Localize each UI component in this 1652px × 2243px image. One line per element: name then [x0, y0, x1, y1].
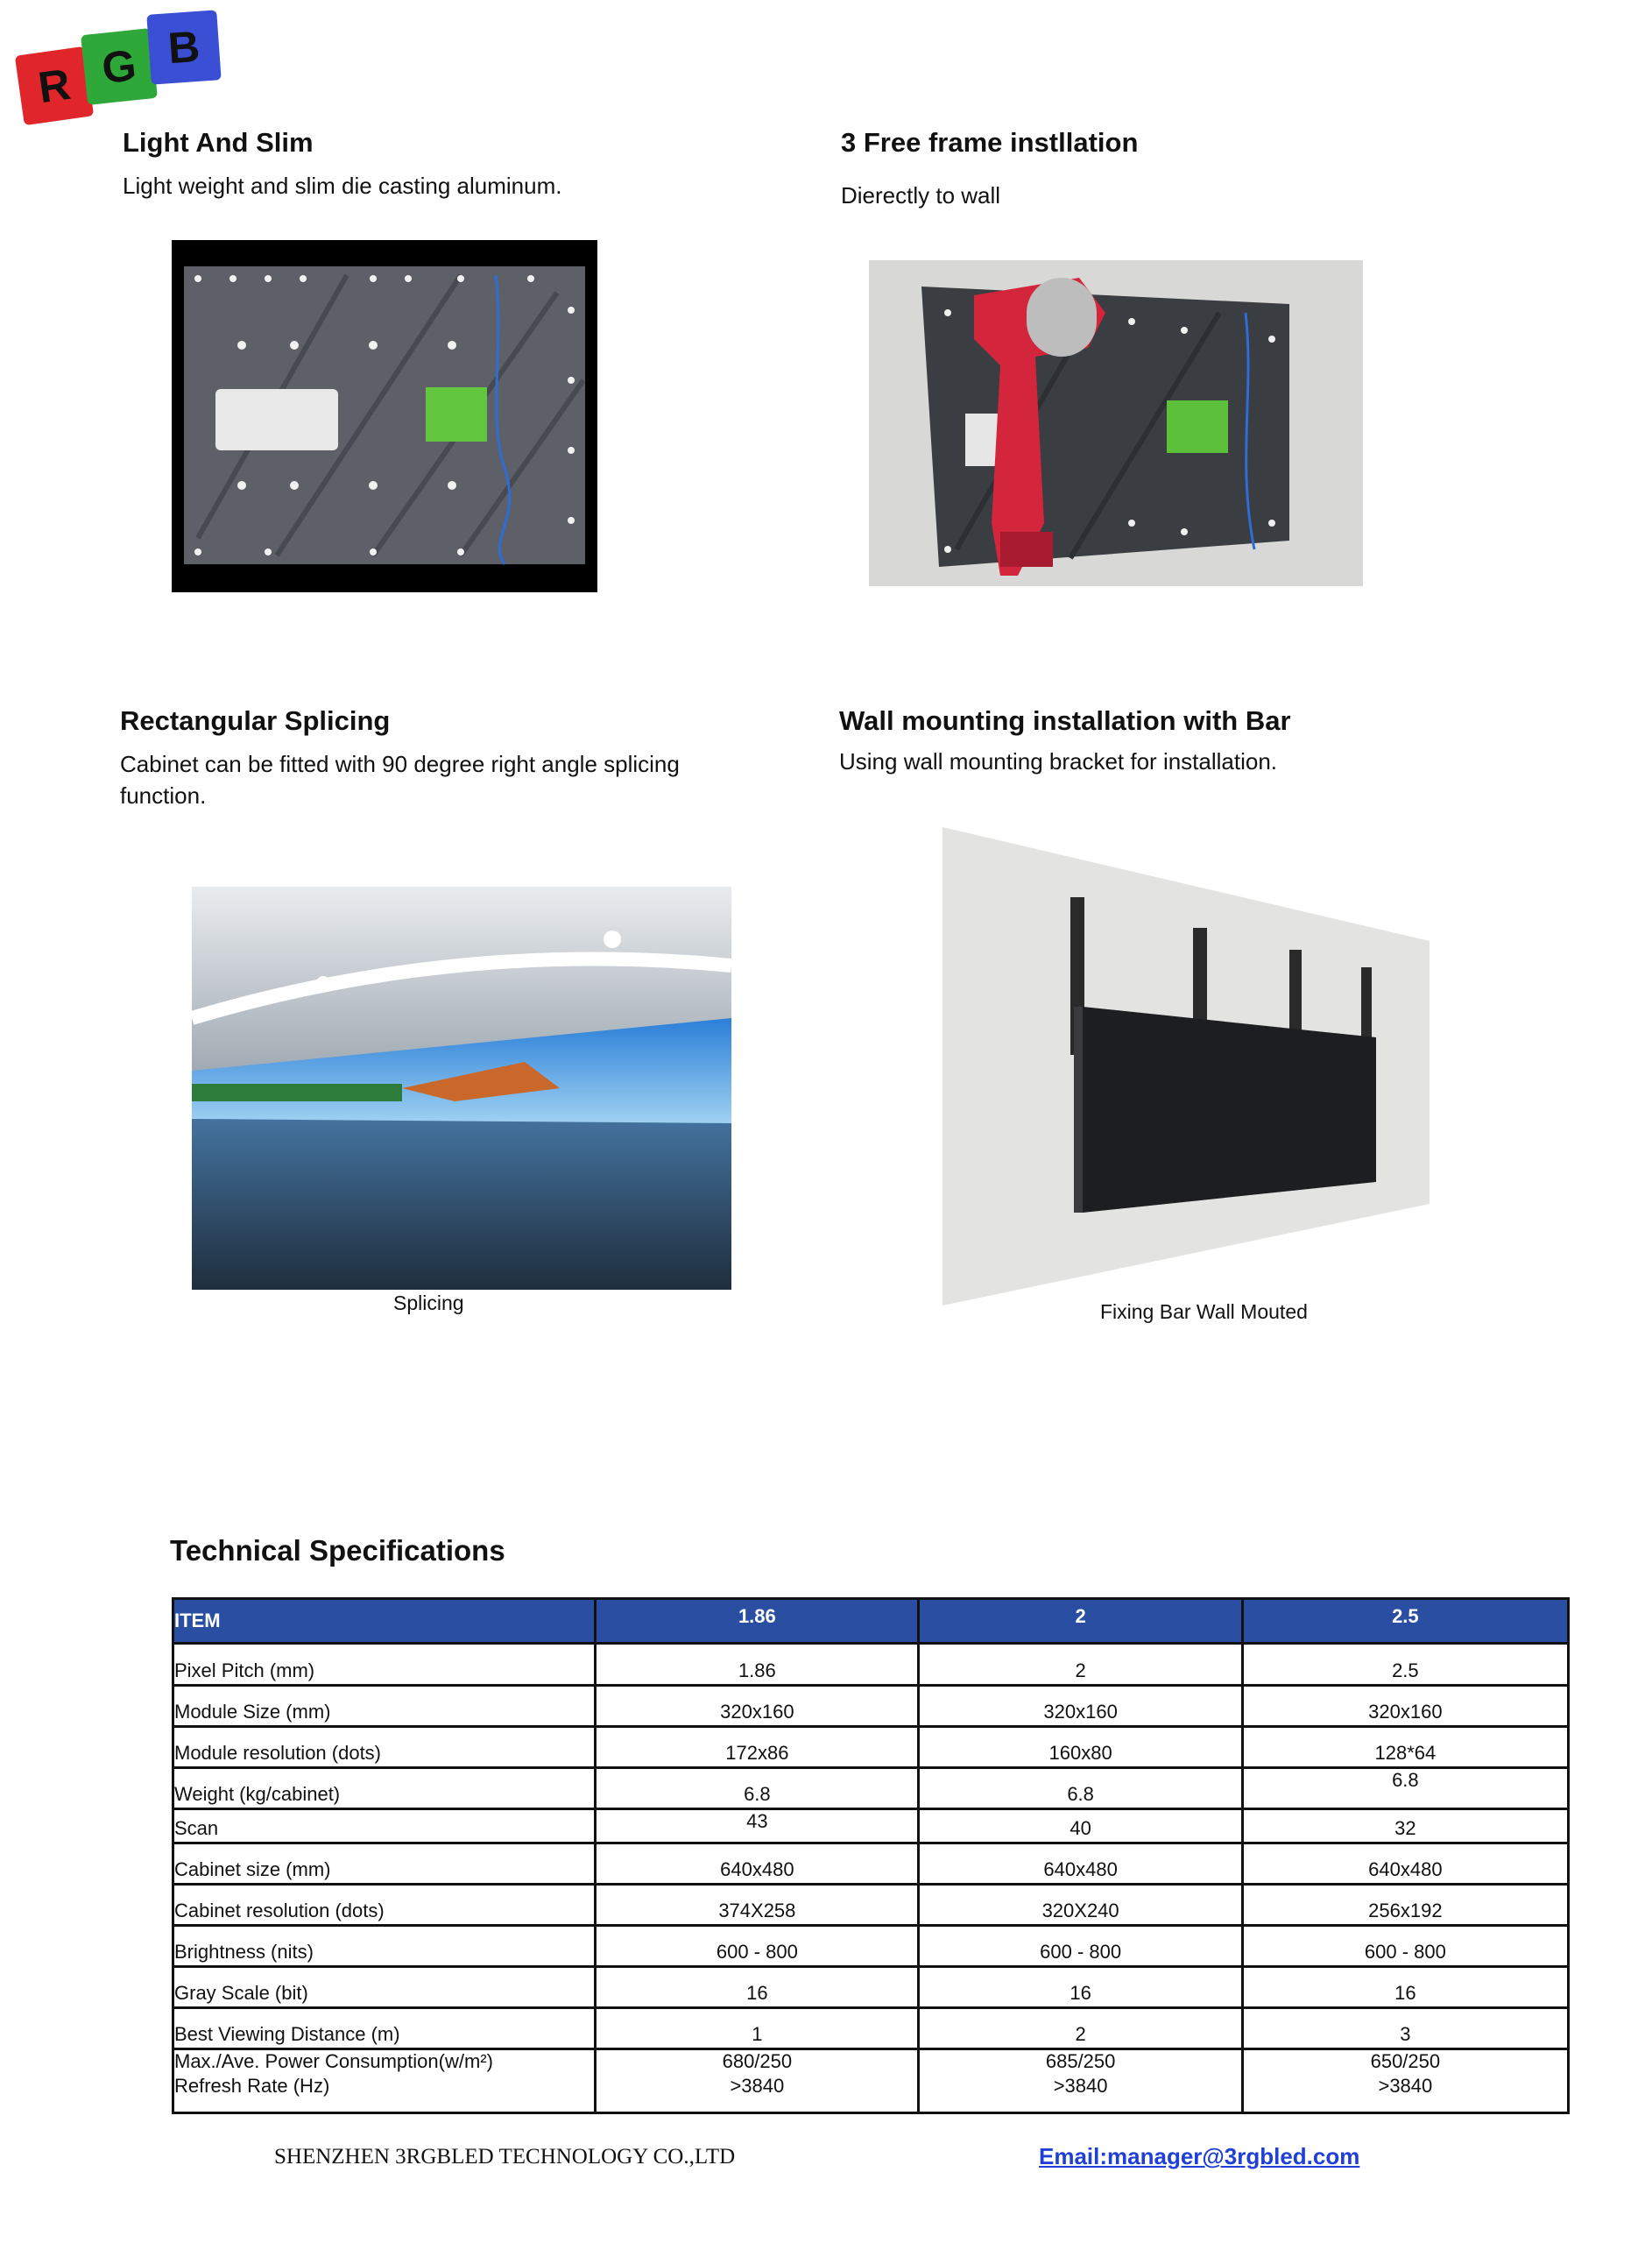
- caption-wall-mount: Fixing Bar Wall Mouted: [1100, 1300, 1308, 1323]
- spec-row: [173, 1644, 1569, 1686]
- spec-row: [173, 1686, 1569, 1727]
- spec-cell: Refresh Rate (Hz): [173, 2075, 596, 2113]
- spec-cell: 320x160: [1242, 1686, 1568, 1727]
- spec-cell: 320x160: [596, 1686, 919, 1727]
- spec-cell: 40: [919, 1809, 1242, 1843]
- spec-cell: 1: [596, 2008, 919, 2049]
- spec-cell: 6.8: [1242, 1768, 1568, 1809]
- spec-header-row: [173, 1599, 1569, 1644]
- spec-cell: 650/250: [1242, 2049, 1568, 2076]
- cabinet-back-image: [172, 240, 597, 592]
- feature-title-free-frame: 3 Free frame instllation: [841, 127, 1139, 158]
- feature-desc-rect-splicing: Cabinet can be fitted with 90 degree right angle splicing function.: [120, 751, 680, 809]
- specs-title: Technical Specifications: [170, 1534, 505, 1567]
- feature-title-wall-mounting: Wall mounting installation with Bar: [839, 705, 1291, 736]
- spec-cell: 600 - 800: [1242, 1926, 1568, 1967]
- spec-cell: Brightness (nits): [173, 1926, 596, 1967]
- spec-cell: 128*64: [1242, 1727, 1568, 1768]
- spec-cell: 32: [1242, 1809, 1568, 1843]
- feature-title-rect-splicing: Rectangular Splicing: [120, 705, 391, 736]
- feature-desc-light-slim: Light weight and slim die casting aluminum.: [123, 173, 562, 199]
- spec-cell: 256x192: [1242, 1885, 1568, 1926]
- spec-cell: >3840: [919, 2075, 1242, 2113]
- spec-cell: 680/250: [596, 2049, 919, 2076]
- spec-cell: 1.86: [596, 1644, 919, 1686]
- spec-row: [173, 1885, 1569, 1926]
- spec-cell: 2: [919, 2008, 1242, 2049]
- spec-cell: 320X240: [919, 1885, 1242, 1926]
- caption-splicing: Splicing: [393, 1291, 464, 1314]
- spec-row: [173, 2008, 1569, 2049]
- spec-row: [173, 1926, 1569, 1967]
- spec-cell: Scan: [173, 1809, 596, 1843]
- spec-cell: 172x86: [596, 1727, 919, 1768]
- spec-cell: 374X258: [596, 1885, 919, 1926]
- spec-cell: 2: [919, 1644, 1242, 1686]
- spec-cell: >3840: [1242, 2075, 1568, 2113]
- spec-cell: 600 - 800: [919, 1926, 1242, 1967]
- spec-cell: 685/250: [919, 2049, 1242, 2076]
- spec-row: [173, 1843, 1569, 1885]
- logo-cube-g: G: [81, 28, 158, 105]
- spec-cell: 600 - 800: [596, 1926, 919, 1967]
- spec-row: [173, 2049, 1569, 2076]
- spec-header-cell: ITEM: [173, 1599, 596, 1644]
- spec-cell: 2.5: [1242, 1644, 1568, 1686]
- spec-header-cell: 2: [919, 1599, 1242, 1644]
- spec-cell: Max./Ave. Power Consumption(w/m²): [173, 2049, 596, 2076]
- drill-install-image: [869, 260, 1363, 586]
- spec-cell: 16: [596, 1967, 919, 2008]
- feature-title-light-slim: Light And Slim: [123, 127, 314, 158]
- wall-mount-image: [942, 827, 1430, 1305]
- spec-header-cell: 2.5: [1242, 1599, 1568, 1644]
- spec-cell: 16: [1242, 1967, 1568, 2008]
- spec-cell: 6.8: [919, 1768, 1242, 1809]
- spec-cell: 160x80: [919, 1727, 1242, 1768]
- spec-cell: Gray Scale (bit): [173, 1967, 596, 2008]
- spec-cell: 6.8: [596, 1768, 919, 1809]
- spec-cell: 640x480: [919, 1843, 1242, 1885]
- spec-table: [172, 1597, 1570, 2114]
- splicing-image: [192, 887, 731, 1290]
- spec-cell: Cabinet size (mm): [173, 1843, 596, 1885]
- spec-header-cell: 1.86: [596, 1599, 919, 1644]
- spec-row: [173, 1967, 1569, 2008]
- spec-cell: 640x480: [596, 1843, 919, 1885]
- spec-cell: 16: [919, 1967, 1242, 2008]
- spec-cell: 640x480: [1242, 1843, 1568, 1885]
- spec-cell: Cabinet resolution (dots): [173, 1885, 596, 1926]
- spec-row: [173, 1768, 1569, 1809]
- spec-cell: 43: [596, 1809, 919, 1843]
- spec-cell: Best Viewing Distance (m): [173, 2008, 596, 2049]
- spec-row: [173, 1727, 1569, 1768]
- footer-email-link[interactable]: Email:manager@3rgbled.com: [1039, 2143, 1360, 2169]
- spec-cell: 320x160: [919, 1686, 1242, 1727]
- spec-cell: Weight (kg/cabinet): [173, 1768, 596, 1809]
- spec-cell: Pixel Pitch (mm): [173, 1644, 596, 1686]
- spec-cell: >3840: [596, 2075, 919, 2113]
- logo-cube-b: B: [146, 10, 221, 84]
- spec-cell: Module resolution (dots): [173, 1727, 596, 1768]
- spec-row: [173, 2075, 1569, 2113]
- company-logo: [16, 7, 235, 147]
- feature-desc-free-frame: Dierectly to wall: [841, 182, 1001, 209]
- spec-cell: 3: [1242, 2008, 1568, 2049]
- logo-cube-r: R: [15, 46, 94, 125]
- feature-desc-wall-mounting: Using wall mounting bracket for installation.: [839, 748, 1278, 775]
- spec-row: [173, 1809, 1569, 1843]
- footer-company: SHENZHEN 3RGBLED TECHNOLOGY CO.,LTD: [274, 2145, 736, 2169]
- spec-cell: Module Size (mm): [173, 1686, 596, 1727]
